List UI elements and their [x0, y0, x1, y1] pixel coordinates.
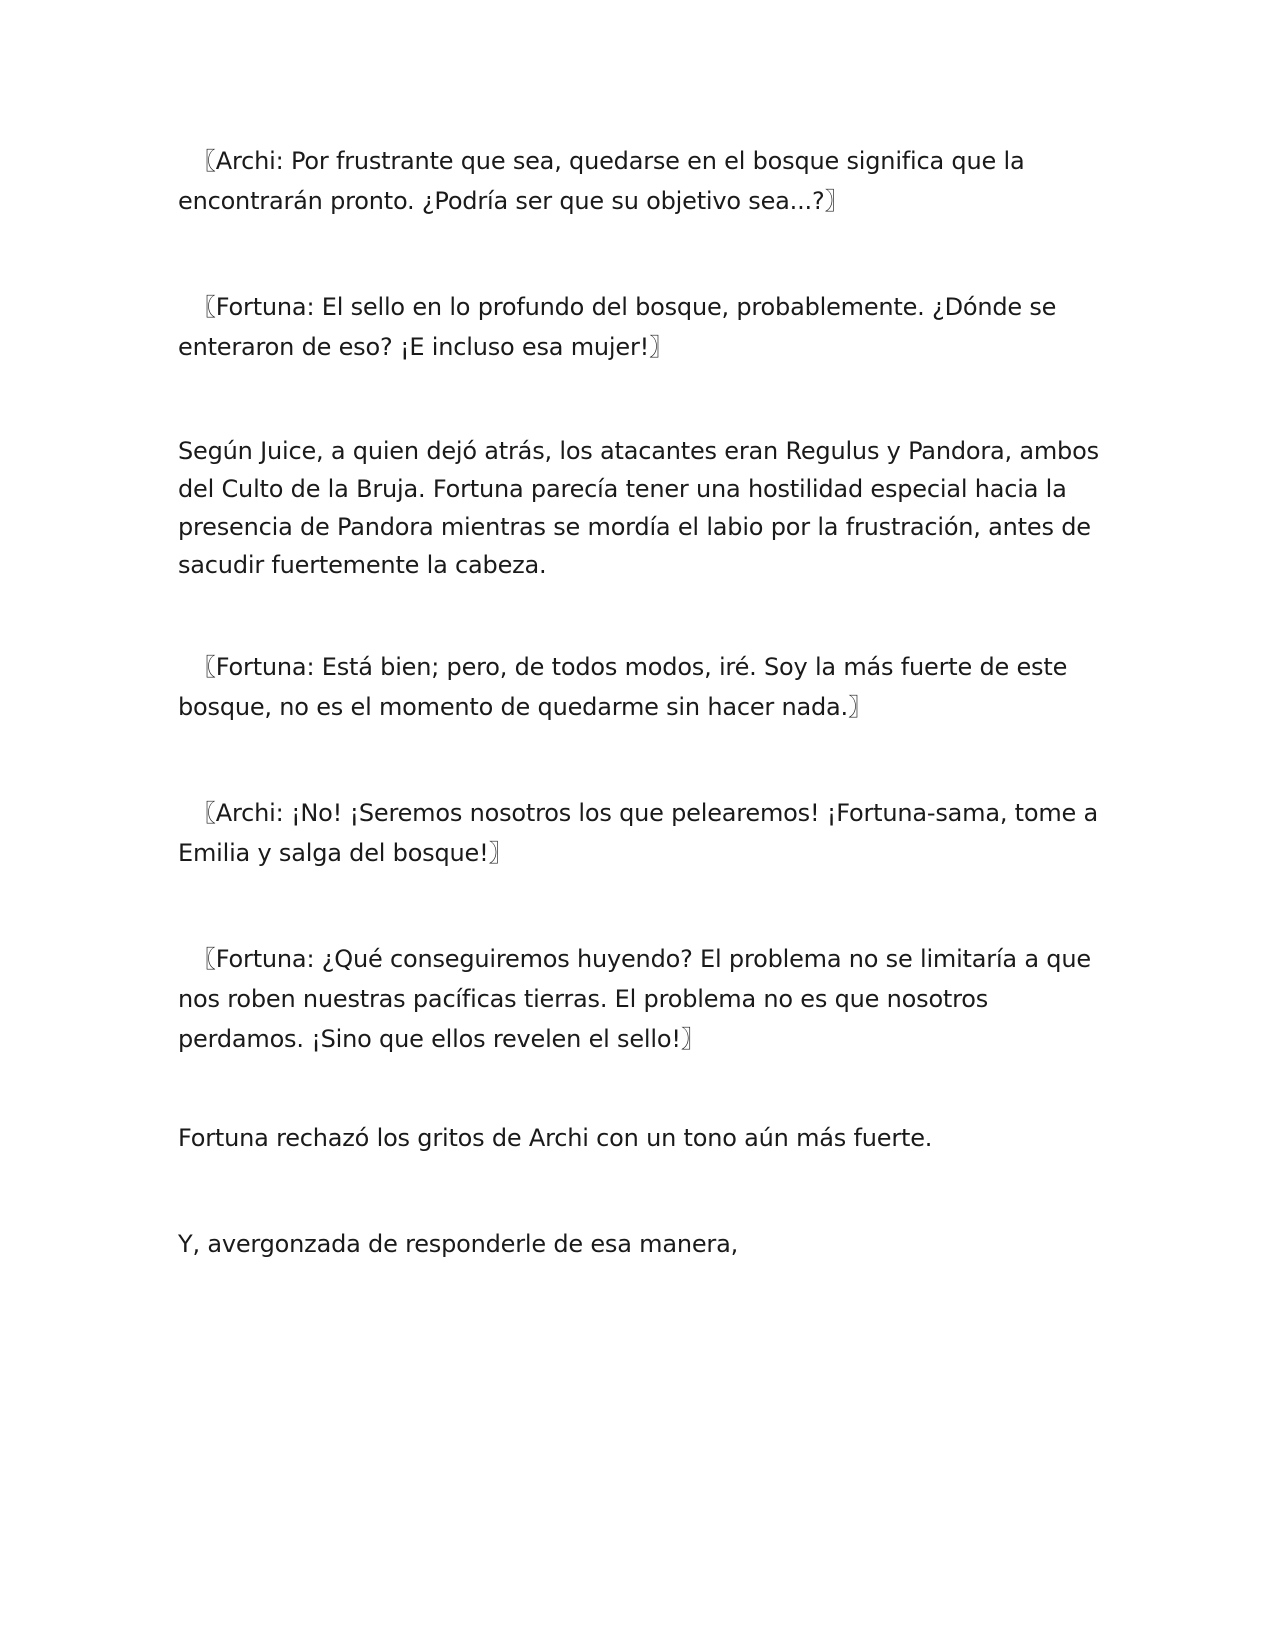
paragraph-line: Emilia y salga del bosque!〗 — [178, 839, 513, 867]
paragraph-line: Fortuna rechazó los gritos de Archi con un tono aún más fuerte. — [178, 1124, 933, 1152]
paragraph-line: enteraron de eso? ¡E incluso esa mujer!〗 — [178, 333, 673, 361]
paragraph-narration-ashamed — [178, 1225, 1108, 1263]
paragraph-line: 〖Archi: ¡No! ¡Seremos nosotros los que pelearemos! ¡Fortuna-sama, tome a — [192, 799, 1099, 827]
paragraph-line: 〖Fortuna: El sello en lo profundo del bosque, probablemente. ¿Dónde se — [192, 293, 1057, 321]
paragraph-fortuna-dialogue-1 — [178, 287, 1108, 367]
paragraph-fortuna-dialogue-2 — [178, 647, 1108, 727]
paragraph-archi-dialogue-1 — [178, 141, 1108, 221]
paragraph-line: bosque, no es el momento de quedarme sin hacer nada.〗 — [178, 693, 872, 721]
paragraph-line: sacudir fuertemente la cabeza. — [178, 551, 547, 579]
paragraph-archi-dialogue-2 — [178, 793, 1108, 873]
paragraph-line: nos roben nuestras pacíficas tierras. El problema no es que nosotros — [178, 985, 989, 1013]
paragraph-line: encontrarán pronto. ¿Podría ser que su objetivo sea...?〗 — [178, 187, 849, 215]
paragraph-line: 〖Fortuna: ¿Qué conseguiremos huyendo? El problema no se limitaría a que — [192, 945, 1091, 973]
paragraph-narration-rejection — [178, 1119, 1108, 1157]
paragraph-line: presencia de Pandora mientras se mordía el labio por la frustración, antes de — [178, 513, 1091, 541]
paragraph-line: 〖Archi: Por frustrante que sea, quedarse en el bosque significa que la — [192, 147, 1025, 175]
paragraph-line: 〖Fortuna: Está bien; pero, de todos modos, iré. Soy la más fuerte de este — [192, 653, 1068, 681]
paragraph-line: perdamos. ¡Sino que ellos revelen el sello!〗 — [178, 1025, 705, 1053]
paragraph-fortuna-dialogue-3 — [178, 939, 1108, 1059]
paragraph-narration-juice — [178, 432, 1108, 584]
paragraph-line: Según Juice, a quien dejó atrás, los atacantes eran Regulus y Pandora, ambos — [178, 437, 1099, 465]
paragraph-line: Y, avergonzada de responderle de esa manera, — [178, 1230, 739, 1258]
paragraph-line: del Culto de la Bruja. Fortuna parecía tener una hostilidad especial hacia la — [178, 475, 1067, 503]
